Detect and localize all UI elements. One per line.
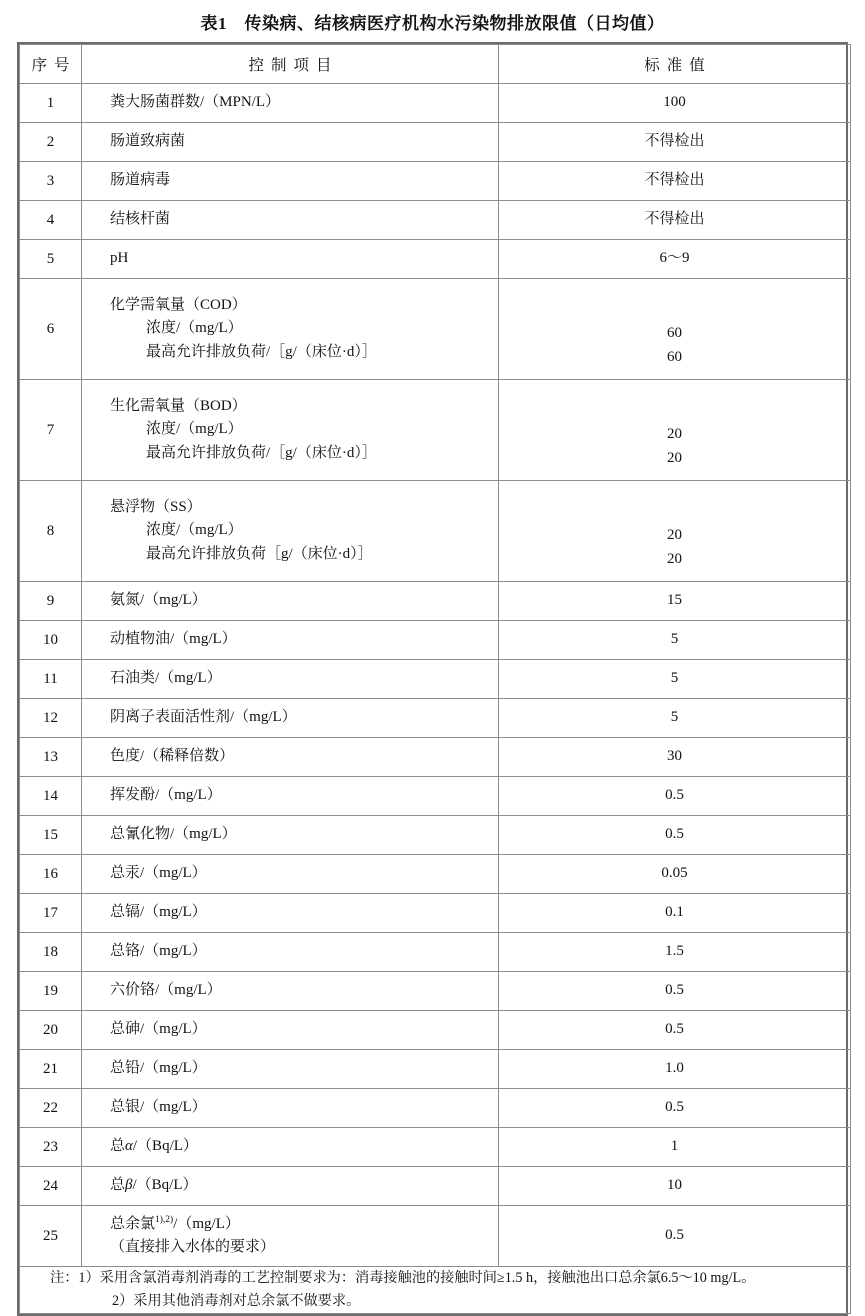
row-number-cell: 9 — [20, 582, 82, 621]
item-line: 总α/（Bq/L） — [110, 1138, 198, 1155]
row-item-cell — [82, 972, 499, 1011]
table-row — [20, 481, 851, 582]
note-line-2: 2）采用其他消毒剂对总余氯不做要求。 — [112, 1293, 361, 1309]
value-line: 不得检出 — [644, 133, 705, 150]
item-line: 肠道致病菌 — [110, 133, 186, 150]
table-row — [20, 240, 851, 279]
row-number-cell: 21 — [20, 1050, 82, 1089]
row-value-cell — [499, 855, 851, 894]
item-line: 结核杆菌 — [110, 211, 171, 228]
pollutant-limits-table — [19, 44, 851, 1314]
item-line: 粪大肠菌群数/（MPN/L） — [110, 94, 281, 111]
value-line: 6～9 — [659, 250, 690, 267]
item-line: 总余氯$^{1),2)}$/（mg/L） — [110, 1214, 240, 1232]
row-value-cell — [499, 1050, 851, 1089]
item-line: 最高允许排放负荷/［g/（床位·d）］ — [146, 343, 377, 360]
row-number-cell: 2 — [20, 123, 82, 162]
row-number-cell: 14 — [20, 777, 82, 816]
table-row — [20, 855, 851, 894]
row-number-cell: 13 — [20, 738, 82, 777]
value-line: 20 — [667, 449, 682, 466]
row-item-cell — [82, 84, 499, 123]
value-line: 60 — [667, 348, 682, 365]
row-number-cell: 18 — [20, 933, 82, 972]
row-number-cell: 20 — [20, 1011, 82, 1050]
value-line: 0.5 — [665, 982, 684, 999]
value-line: 1 — [670, 1138, 679, 1155]
row-value-cell — [499, 1167, 851, 1206]
row-item-cell — [82, 240, 499, 279]
row-value-cell — [499, 380, 851, 481]
row-item-cell — [82, 279, 499, 380]
item-line: 总砷/（mg/L） — [110, 1021, 207, 1038]
footnote-marker: 1),2) — [155, 1214, 174, 1225]
item-line: 阴离子表面活性剂/（mg/L） — [110, 709, 297, 726]
row-item-cell — [82, 933, 499, 972]
page-title: 表1 传染病、结核病医疗机构水污染物排放限值（日均值） — [200, 14, 665, 33]
row-item-cell — [82, 123, 499, 162]
row-value-cell — [499, 660, 851, 699]
greek-symbol: β — [125, 1177, 133, 1194]
value-line: 不得检出 — [644, 211, 705, 228]
row-number-cell: 3 — [20, 162, 82, 201]
row-number-cell: 25 — [20, 1206, 82, 1267]
table-row — [20, 1206, 851, 1267]
row-value-cell — [499, 738, 851, 777]
table-container — [17, 42, 848, 1316]
item-line: 浓度/（mg/L） — [146, 421, 243, 438]
row-number-cell: 17 — [20, 894, 82, 933]
table-row — [20, 582, 851, 621]
value-line: 0.05 — [661, 865, 688, 882]
value-line: 1.5 — [665, 943, 684, 960]
notes-cell — [20, 1267, 851, 1314]
item-line: （直接排入水体的要求） — [110, 1239, 276, 1255]
item-line: 生化需氧量（BOD） — [110, 398, 247, 415]
table-row — [20, 699, 851, 738]
row-number-cell: 12 — [20, 699, 82, 738]
notes-row — [20, 1267, 851, 1314]
table-row — [20, 816, 851, 855]
row-item-cell — [82, 201, 499, 240]
table-row — [20, 1011, 851, 1050]
row-item-cell — [82, 1206, 499, 1267]
value-line: 不得检出 — [644, 172, 705, 189]
table-row — [20, 84, 851, 123]
table-row — [20, 621, 851, 660]
row-value-cell — [499, 933, 851, 972]
row-item-cell — [82, 1089, 499, 1128]
table-row — [20, 972, 851, 1011]
row-value-cell — [499, 1128, 851, 1167]
row-item-cell — [82, 481, 499, 582]
row-number-cell: 4 — [20, 201, 82, 240]
row-value-cell — [499, 481, 851, 582]
value-line: 0.5 — [665, 1099, 684, 1116]
value-line: 60 — [667, 325, 682, 342]
value-spacer — [499, 289, 850, 299]
row-value-cell — [499, 699, 851, 738]
row-item-cell — [82, 855, 499, 894]
item-line: 悬浮物（SS） — [110, 499, 202, 516]
table-row — [20, 1128, 851, 1167]
row-value-cell — [499, 279, 851, 380]
table-notes-body — [20, 1267, 851, 1314]
table-row — [20, 738, 851, 777]
item-line: 最高允许排放负荷［g/（床位·d）］ — [146, 545, 373, 562]
row-value-cell — [499, 1011, 851, 1050]
table-data-rows — [20, 84, 851, 1267]
value-spacer — [499, 491, 850, 501]
item-line: 总银/（mg/L） — [110, 1099, 207, 1116]
greek-symbol: α — [125, 1138, 133, 1155]
row-number-cell: 6 — [20, 279, 82, 380]
table-row — [20, 162, 851, 201]
row-value-cell — [499, 240, 851, 279]
row-value-cell — [499, 972, 851, 1011]
item-line: 挥发酚/（mg/L） — [110, 787, 222, 804]
row-item-cell — [82, 621, 499, 660]
note-line-1: 注：1）采用含氯消毒剂消毒的工艺控制要求为：消毒接触池的接触时间≥1.5 h，接触池出口总余氯6.5～10 mg/L。 — [50, 1270, 756, 1286]
value-line: 20 — [667, 550, 682, 567]
table-row — [20, 1089, 851, 1128]
value-line: 30 — [667, 748, 682, 765]
value-line: 20 — [667, 527, 682, 544]
row-number-cell: 8 — [20, 481, 82, 582]
row-item-cell — [82, 1050, 499, 1089]
item-line: 总氰化物/（mg/L） — [110, 826, 237, 843]
value-line: 15 — [667, 592, 682, 609]
row-item-cell — [82, 1167, 499, 1206]
item-line: 总铅/（mg/L） — [110, 1060, 207, 1077]
table-row — [20, 777, 851, 816]
item-line: 总镉/（mg/L） — [110, 904, 207, 921]
item-line: pH — [110, 250, 129, 267]
header-cell-item — [82, 45, 499, 84]
table-row — [20, 123, 851, 162]
row-value-cell — [499, 1206, 851, 1267]
row-value-cell — [499, 777, 851, 816]
table-row — [20, 933, 851, 972]
row-item-cell — [82, 738, 499, 777]
item-line: 浓度/（mg/L） — [146, 522, 243, 539]
value-line: 0.5 — [665, 787, 684, 804]
value-line: 0.1 — [665, 904, 684, 921]
value-line: 0.5 — [665, 1227, 684, 1244]
item-line: 动植物油/（mg/L） — [110, 631, 237, 648]
item-line: 六价铬/（mg/L） — [110, 982, 222, 999]
row-number-cell: 5 — [20, 240, 82, 279]
item-line: 浓度/（mg/L） — [146, 320, 243, 337]
table-header-row — [20, 45, 851, 84]
row-item-cell — [82, 816, 499, 855]
item-line: 色度/（稀释倍数） — [110, 748, 235, 765]
row-number-cell: 19 — [20, 972, 82, 1011]
table-row — [20, 894, 851, 933]
row-value-cell — [499, 1089, 851, 1128]
row-value-cell — [499, 621, 851, 660]
table-row — [20, 1167, 851, 1206]
item-line: 总β/（Bq/L） — [110, 1177, 198, 1194]
row-value-cell — [499, 816, 851, 855]
row-value-cell — [499, 201, 851, 240]
value-line: 1.0 — [665, 1060, 684, 1077]
value-line: 5 — [670, 709, 679, 726]
value-line — [499, 501, 850, 524]
row-value-cell — [499, 123, 851, 162]
row-item-cell — [82, 894, 499, 933]
row-number-cell: 23 — [20, 1128, 82, 1167]
row-item-cell — [82, 660, 499, 699]
item-line: 石油类/（mg/L） — [110, 670, 222, 687]
table-row — [20, 660, 851, 699]
row-number-cell: 16 — [20, 855, 82, 894]
row-item-cell — [82, 699, 499, 738]
item-line: 氨氮/（mg/L） — [110, 592, 207, 609]
row-item-cell — [82, 1128, 499, 1167]
row-number-cell: 7 — [20, 380, 82, 481]
table-row — [20, 201, 851, 240]
item-line: 化学需氧量（COD） — [110, 297, 247, 314]
row-item-cell — [82, 380, 499, 481]
row-number-cell: 15 — [20, 816, 82, 855]
value-line — [499, 400, 850, 423]
row-value-cell — [499, 162, 851, 201]
item-line: 肠道病毒 — [110, 172, 171, 189]
table-row — [20, 380, 851, 481]
row-value-cell — [499, 84, 851, 123]
table-row — [20, 1050, 851, 1089]
value-line: 5 — [670, 631, 679, 648]
item-line: 总汞/（mg/L） — [110, 865, 207, 882]
header-label-no: 序号 — [31, 57, 77, 74]
value-line: 100 — [663, 94, 686, 111]
header-cell-value — [499, 45, 851, 84]
row-item-cell — [82, 162, 499, 201]
item-line: 总铬/（mg/L） — [110, 943, 207, 960]
header-label-item: 控制项目 — [248, 57, 339, 74]
table-row — [20, 279, 851, 380]
row-number-cell: 11 — [20, 660, 82, 699]
row-item-cell — [82, 1011, 499, 1050]
row-value-cell — [499, 894, 851, 933]
value-spacer — [499, 390, 850, 400]
value-line: 0.5 — [665, 826, 684, 843]
row-number-cell: 24 — [20, 1167, 82, 1206]
row-number-cell: 1 — [20, 84, 82, 123]
value-line: 10 — [667, 1177, 682, 1194]
item-line: 最高允许排放负荷/［g/（床位·d）］ — [146, 444, 377, 461]
table-body — [20, 45, 851, 84]
row-item-cell — [82, 777, 499, 816]
row-number-cell: 10 — [20, 621, 82, 660]
header-label-value: 标准值 — [644, 57, 712, 74]
row-value-cell — [499, 582, 851, 621]
row-number-cell: 22 — [20, 1089, 82, 1128]
value-line: 20 — [667, 426, 682, 443]
value-line: 0.5 — [665, 1021, 684, 1038]
value-line: 5 — [670, 670, 679, 687]
row-item-cell — [82, 582, 499, 621]
header-cell-no — [20, 45, 82, 84]
value-line — [499, 299, 850, 322]
